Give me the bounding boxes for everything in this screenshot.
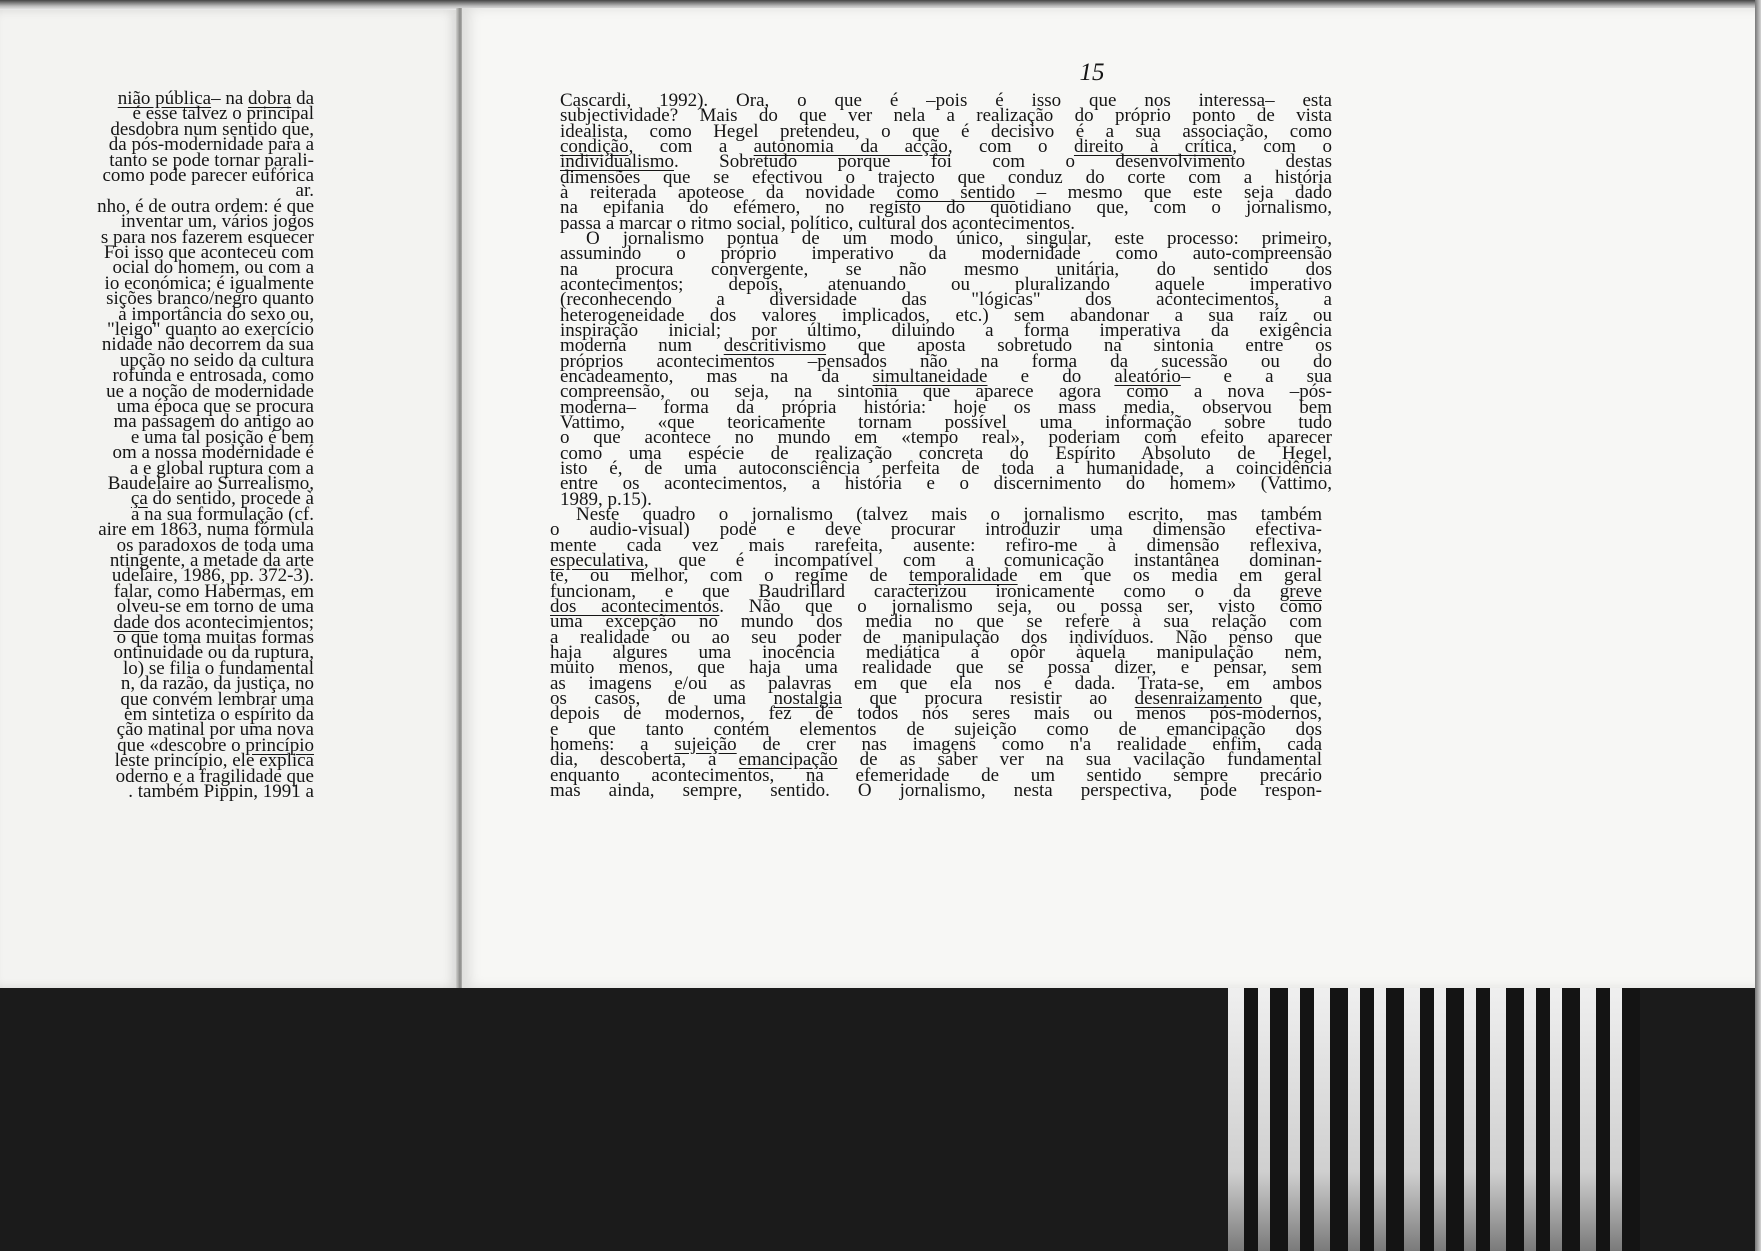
underlined-term: nostalgia [773, 689, 843, 708]
text-span: haja algures uma inocência mediática a opôr àquela manipulação nem, [550, 643, 1322, 662]
text-span: em que os media em geral [1017, 567, 1322, 586]
text-span: te, ou melhor, com o regime de [550, 567, 909, 586]
text-span: compreensão, ou seja, na sintonia que aparece agora como a nova –pós- [560, 383, 1332, 402]
text-span: entre os acontecimentos, a história e o discernimento do homem» (Vattimo, [560, 475, 1332, 494]
left-page [0, 10, 458, 988]
left-text-span: nião pública [117, 90, 212, 108]
text-span: depois de modernos, fez de todos nós seres mais ou menos pós-modernos, [550, 705, 1322, 724]
left-text-span: e uma tal posição é bem [130, 428, 314, 447]
left-text-span: dade [113, 613, 150, 632]
text-span: como uma espécie de realização concreta do Espírito Absoluto de Hegel, [560, 444, 1332, 463]
left-text-span: ma passagem do antigo ao [113, 413, 314, 432]
stripe-light [1348, 988, 1360, 1251]
text-span: o que acontece no mundo em «tempo real», poderiam com efeito aparecer [560, 429, 1332, 448]
text-span: próprios acontecimentos –pensados não na forma da sucessão ou do [560, 352, 1332, 371]
text-span: Neste quadro o jornalismo (talvez mais o jornalismo escrito, mas também [576, 505, 1322, 524]
left-text-line [0, 783, 314, 801]
left-text-span: é esse talvez o principal [132, 105, 314, 124]
underlined-term: emancipação [738, 751, 838, 770]
underlined-term: simultaneidade [872, 367, 988, 386]
left-text-span: dos acontecimientos; [149, 613, 314, 632]
text-span: . Sobretudo porque foi com o desenvolvimento destas [674, 153, 1332, 172]
stripe-dark [1300, 988, 1314, 1251]
underlined-term: descritivismo [723, 337, 827, 356]
right-page [462, 8, 1761, 988]
left-text-span: olveu-se em torno de uma [116, 598, 314, 617]
stripe-dark [1506, 988, 1524, 1251]
left-text-span: ntingente, a metade da arte [109, 552, 314, 570]
left-text-span: om a nossa modernidade é [112, 444, 314, 463]
text-span: funcionam, e que Baudrillard caracterizou ironicamente como o da [550, 582, 1280, 601]
left-text-span: à importância do sexo ou, [118, 305, 314, 324]
text-span: e do [987, 367, 1115, 386]
text-span: passa a marcar o ritmo social, político, cultural dos acontecimentos. [560, 214, 1075, 233]
stripe-dark [1244, 988, 1258, 1251]
left-text-span: que convém lembrar uma [120, 690, 314, 709]
left-text-span: ontinuidade ou da ruptura, [113, 644, 314, 663]
text-span: , com o [947, 137, 1074, 156]
stripe-light [1404, 988, 1420, 1251]
left-text-span: lo) se filia o fundamental [123, 659, 314, 678]
text-span: a realidade ou ao seu poder de manipulação dos indivíduos. Não penso que [550, 628, 1322, 647]
text-span: de crer nas imagens como n'a realidade enfim, cada [736, 735, 1322, 754]
left-text-span: do sentido, procede à [147, 490, 314, 509]
text-span: que, [1262, 689, 1322, 708]
stripe-dark [1562, 988, 1580, 1251]
left-text-span: oderno e a fragilidade que [115, 767, 314, 786]
underlined-term: greve [1279, 582, 1322, 601]
left-text-span: – na [211, 90, 249, 108]
underlined-term: temporalidade [908, 567, 1018, 586]
underlined-term: como sentido [896, 183, 1016, 202]
left-text-span: . também Pippin, 1991 a [128, 783, 314, 801]
text-span: uma excepção no mundo dos media no que se refere à sua relação com [550, 613, 1322, 632]
left-text-span: nidade não decorrem da sua [101, 336, 314, 355]
text-span: moderna– forma da própria história: hoje os mass media, observou bem [560, 398, 1332, 417]
left-text-span: nho, é de outra ordem: é que [97, 197, 314, 216]
left-text-span: a na sua formulação (cf. [130, 505, 314, 524]
text-span: – mesmo que este seja dado [1015, 183, 1332, 202]
text-span: – e a sua [1180, 367, 1332, 386]
stripe-dark [1536, 988, 1550, 1251]
left-text-span: desdobra num sentido que, [110, 120, 314, 139]
left-text-span: que «descobre o [117, 736, 246, 755]
text-span: o audio-visual) pode e deve procurar introduzir uma dimensão efectiva- [550, 521, 1322, 540]
text-span: O jornalismo pontua de um modo único, singular, este processo: primeiro, [586, 229, 1332, 248]
text-span: 1989, p.15). [560, 490, 652, 509]
text-span: na epifania do efémero, no registo do quotidiano que, com o jornalismo, [560, 199, 1332, 218]
stripe-dark [1270, 988, 1288, 1251]
stripe-light [1374, 988, 1386, 1251]
text-span: mente cada vez mais rarefeita, ausente: refiro-me à dimensão reflexiva, [550, 536, 1322, 555]
stripe-light [1258, 988, 1270, 1251]
underlined-term: individualismo [560, 153, 674, 172]
left-text-span: da [291, 90, 314, 108]
left-text-span: "leigo" quanto ao exercício [106, 321, 314, 339]
left-text-span: da pós-modernidade para a [108, 136, 314, 155]
left-text-span: upção no seido da cultura [119, 351, 314, 370]
text-span: muito menos, que haja uma realidade que se possa dizer, e pensar, sem [550, 659, 1322, 678]
text-span: encadeamento, mas na da [560, 367, 873, 386]
scan-artifact-stripes [1228, 988, 1648, 1251]
stripe-dark [1476, 988, 1490, 1251]
text-span: isto é, de uma autoconsciência perfeita de toda a humanidade, a coincidência [560, 459, 1332, 478]
left-text-span: falar, como Habermas, em [113, 582, 314, 601]
text-span: , com a [628, 137, 754, 156]
text-span: . Não que o jornalismo seja, ou possa ser, visto como [719, 597, 1322, 616]
stripe-dark [1386, 988, 1404, 1251]
underlined-term: aleatório [1114, 367, 1181, 386]
body-text-line [550, 782, 1322, 800]
left-text-span: a e global ruptura com a [129, 459, 314, 478]
text-span: Cascardi, 1992). Ora, o que é –pois é isso que nos interessa– esta [560, 92, 1332, 110]
left-text-span: ção matinal por uma nova [116, 721, 314, 740]
stripe-dark [1420, 988, 1434, 1251]
text-span: moderna num [560, 337, 724, 356]
left-text-span: ar. [295, 182, 314, 201]
page-number: 15 [1079, 59, 1105, 86]
text-span: assumindo o próprio imperativo da modernidade como auto-compreensão [560, 245, 1332, 264]
text-span: que aposta sobretudo na sintonia entre os [826, 337, 1332, 356]
left-text-span: rofunda e entrosada, como [112, 367, 314, 386]
stripe-light [1288, 988, 1300, 1251]
text-span: idealista, como Hegel pretendeu, o que é decisivo é a sua associação, como [560, 122, 1332, 141]
stripe-light [1580, 988, 1596, 1251]
left-text-span: uma época que se procura [116, 398, 314, 416]
left-text-span: tanto se pode tornar parali- [109, 151, 314, 170]
stripe-dark [1330, 988, 1348, 1251]
left-text-span: ça [130, 490, 148, 509]
left-text-span: s para nos fazerem esquecer [100, 228, 314, 247]
text-span: (reconhecendo a diversidade das "lógicas" dos acontecimentos, a [560, 291, 1332, 310]
text-span: mas ainda, sempre, sentido. O jornalismo, nesta perspectiva, pode respon- [550, 781, 1322, 800]
text-span: acontecimentos; depois, atenuando ou pluralizando aquele imperativo [560, 275, 1332, 294]
underlined-term: autonomia da acção [753, 137, 948, 156]
left-text-span: inventar um, vários jogos [120, 213, 314, 232]
text-span: Vattimo, «que teoricamente tornam possível uma informação sobre tudo [560, 413, 1332, 432]
text-span: dimensões que se efectivou o trajecto que conduz do corte com a história [560, 168, 1332, 187]
text-span: dia, descoberta, a [550, 751, 739, 770]
left-text-span: n, da razão, da justiça, no [120, 675, 314, 694]
left-text-span: aire em 1863, numa fórmula [98, 521, 314, 540]
text-span: os casos, de uma [550, 689, 774, 708]
left-text-span: o que toma muitas formas [116, 629, 314, 647]
stripe-light [1490, 988, 1506, 1251]
text-span: que procura resistir ao [842, 689, 1135, 708]
left-text-span: como pode parecer eufórica [102, 167, 314, 185]
left-text-span: ocial do homem, ou com a [112, 259, 314, 278]
stripe-light [1610, 988, 1622, 1251]
stripe-light [1434, 988, 1446, 1251]
text-span: , com o [1232, 137, 1332, 156]
underlined-term: condição [560, 137, 629, 156]
left-text-span: io económica; é igualmente [104, 274, 314, 293]
underlined-term: dos acontecimentos [550, 597, 720, 616]
underlined-term: especulativa [550, 551, 644, 570]
stripe-light [1550, 988, 1562, 1251]
text-span: homens: a [550, 735, 675, 754]
left-text-span: em sintetiza o espírito da [124, 706, 314, 724]
text-span: de as saber ver na sua vacilação fundamental [837, 751, 1322, 770]
scan-right-edge [1755, 0, 1761, 1251]
text-span: inspiração inicial; por último, diluindo a forma imperativa da exigência [560, 321, 1332, 340]
left-text-span: udelaire, 1986, pp. 372-3). [111, 567, 314, 586]
left-text-span: os paradoxos de toda uma [116, 536, 314, 555]
stripe-light [1464, 988, 1476, 1251]
stripe-light [1524, 988, 1536, 1251]
stripe-dark [1360, 988, 1374, 1251]
stripe-dark [1622, 988, 1640, 1251]
stripe-dark [1596, 988, 1610, 1251]
underlined-term: direito à crítica [1073, 137, 1233, 156]
stripe-dark [1446, 988, 1464, 1251]
left-text-span: leste princípio, ele explica [114, 752, 314, 771]
text-span: e que tanto contém elementos de sujeição como de emancipação dos [550, 720, 1322, 739]
underlined-term: desenraizamento [1134, 689, 1263, 708]
text-span: as imagens e/ou as palavras em que ela nos é dada. Trata-se, em ambos [550, 674, 1322, 693]
text-span: subjectividade? Mais do que ver nela a realização do próprio ponto de vista [560, 107, 1332, 126]
text-span: à reiterada apoteose da novidade [560, 183, 897, 202]
left-text-span: princípio [245, 736, 314, 755]
stripe-light [1228, 988, 1244, 1251]
stripe-light [1314, 988, 1330, 1251]
left-text-span: sições branco/negro quanto [106, 290, 314, 309]
left-text-span: Foi isso que aconteceu com [103, 244, 314, 262]
text-span: heterogeneidade dos valores implicados, etc.) sem abandonar a sua raíz ou [560, 306, 1332, 325]
text-span: , que é incompatível com a comunicação instantânea dominan- [643, 551, 1322, 570]
left-text-span: Baudelaire ao Surrealismo, [107, 475, 314, 493]
text-span: na procura convergente, se não mesmo unitária, do sentido dos [560, 260, 1332, 279]
left-text-span: ue a noção de modernidade [106, 382, 314, 401]
left-text-span: dobra [248, 90, 292, 108]
underlined-term: sujeição [674, 735, 737, 754]
text-span: enquanto acontecimentos, na efemeridade de um sentido sempre precário [550, 766, 1322, 785]
